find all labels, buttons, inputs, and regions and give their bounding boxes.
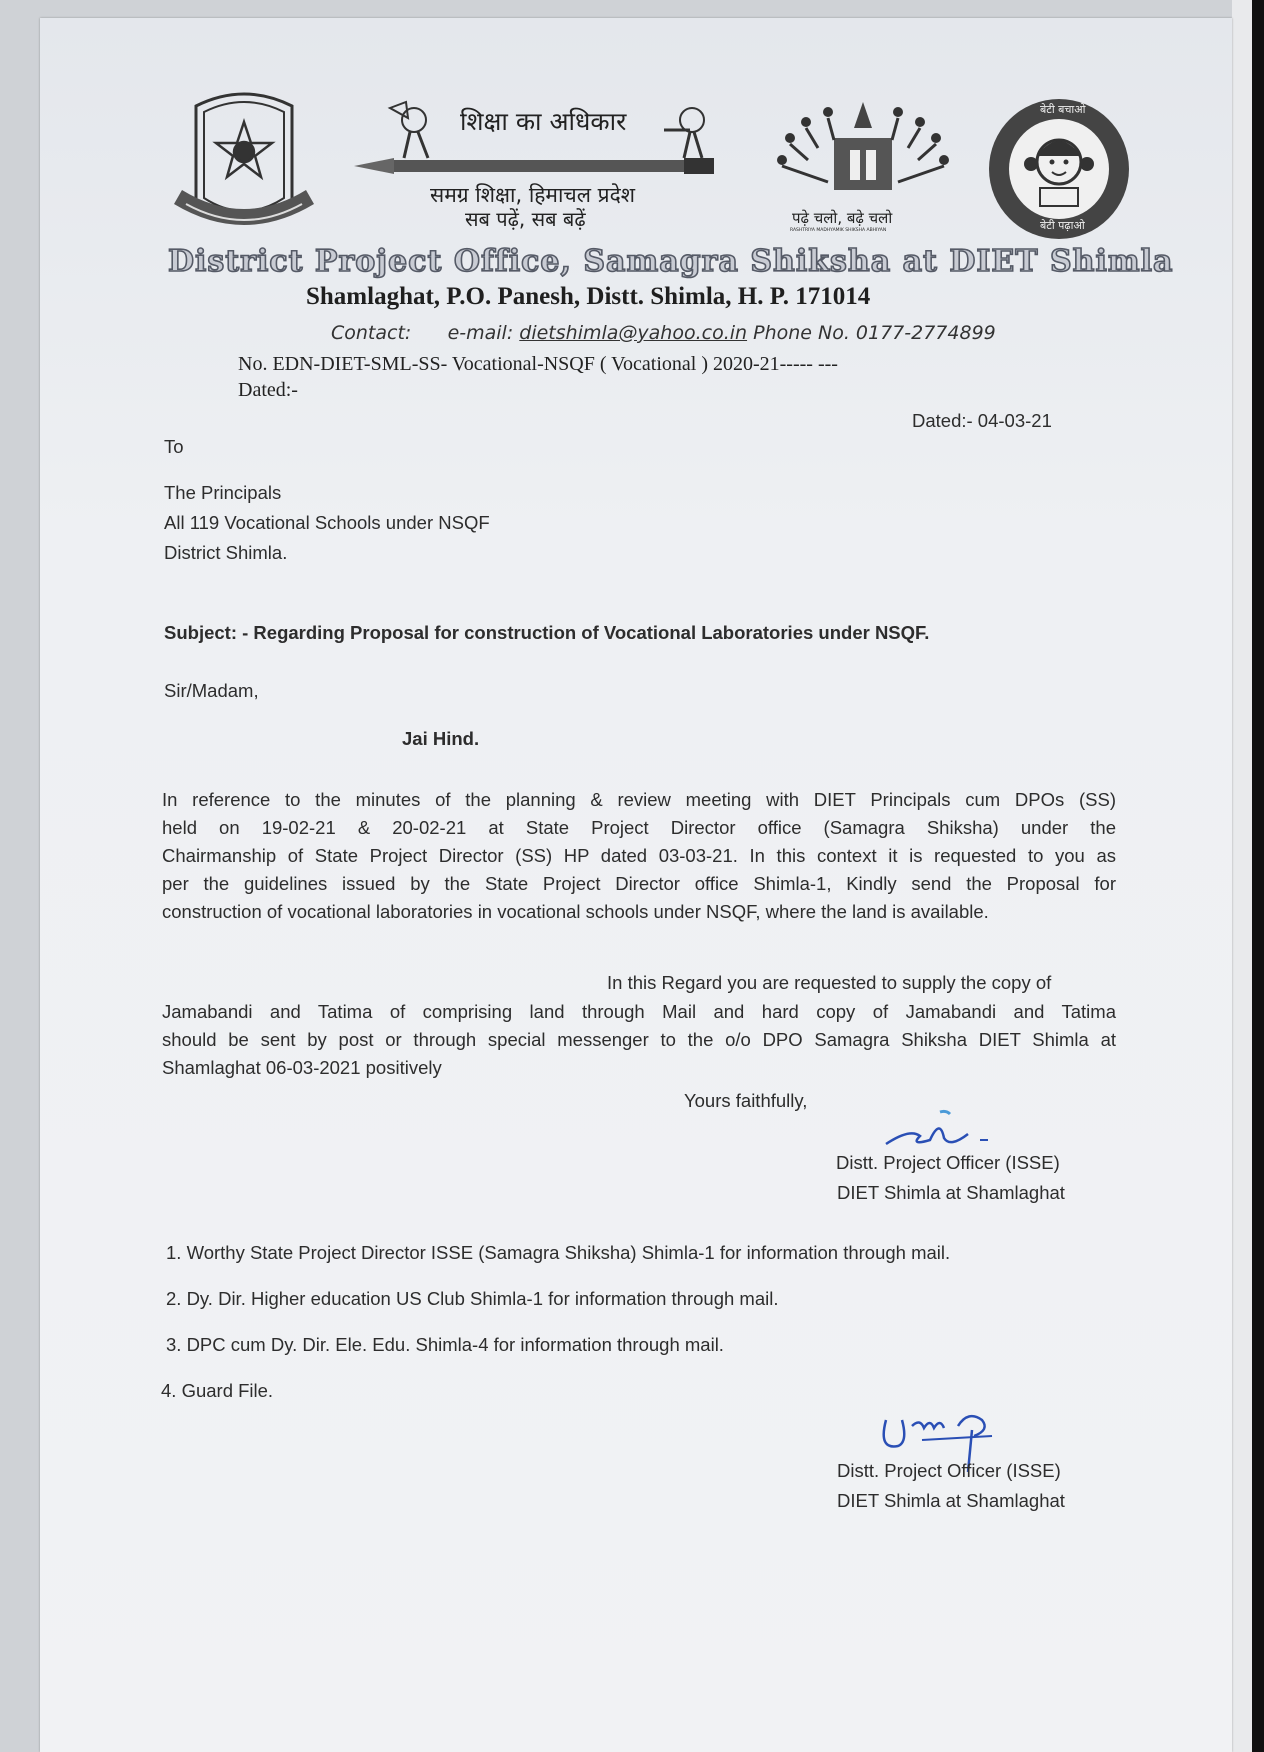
paragraph-1-line: per the guidelines issued by the State Project Director office Shimla-1, Kindly send the Proposal for [162, 873, 1116, 894]
paragraph-1-line: In reference to the minutes of the planning & review meeting with DIET Principals cum DPOs (SS) [162, 789, 1116, 810]
copy-item: 3. DPC cum Dy. Dir. Ele. Edu. Shimla-4 for information through mail. [166, 1334, 724, 1355]
signatory-title: Distt. Project Officer (ISSE) [836, 1152, 1060, 1173]
email-link[interactable]: dietshimla@yahoo.co.in [519, 322, 748, 344]
signatory-2-title: Distt. Project Officer (ISSE) [837, 1460, 1061, 1481]
paragraph-1-line: held on 19-02-21 & 20-02-21 at State Project Director office (Samagra Shiksha) under the [162, 817, 1116, 838]
signature-1 [880, 1108, 1020, 1158]
recipient-line-3: District Shimla. [164, 542, 288, 563]
signatory-place: DIET Shimla at Shamlaghat [837, 1182, 1065, 1203]
recipient-line-1: The Principals [164, 482, 282, 503]
paragraph-2-line: should be sent by post or through special messenger to the o/o DPO Samagra Shiksha DIET Shimla at [162, 1029, 1116, 1050]
contact-label: Contact: [331, 322, 412, 344]
subject-line: Subject: - Regarding Proposal for construction of Vocational Laboratories under NSQF. [164, 622, 930, 643]
closing: Yours faithfully, [684, 1090, 808, 1111]
banner-title: शिक्षा का अधिकार [460, 107, 627, 136]
dated-blank: Dated:- [238, 379, 298, 401]
copy-item: 4. Guard File. [161, 1380, 274, 1401]
scan-right-edge [1252, 0, 1264, 1752]
to-label: To [164, 436, 184, 457]
contact-line [331, 322, 996, 344]
signatory-2-place: DIET Shimla at Shamlaghat [837, 1490, 1065, 1511]
paragraph-1-line: construction of vocational laboratories in vocational schools under NSQF, where the land is available. [162, 901, 989, 922]
paragraph-2-line: Jamabandi and Tatima of comprising land through Mail and hard copy of Jamabandi and Tatima [162, 1001, 1116, 1022]
paragraph-1-line: Chairmanship of State Project Director (SS) HP dated 03-03-21. In this context it is requested to you as [162, 845, 1116, 866]
salutation: Sir/Madam, [164, 680, 259, 701]
banner-line-2: सब पढ़ें, सब बढ़ें [465, 207, 586, 231]
email-label: e-mail: [447, 322, 514, 344]
beti-bachao-top-text: बेटी बचाओ [1040, 103, 1086, 116]
paragraph-2-line: Shamlaghat 06-03-2021 positively [162, 1057, 442, 1078]
copy-item: 1. Worthy State Project Director ISSE (Samagra Shiksha) Shimla-1 for information through mail. [166, 1242, 951, 1263]
paragraph-1 [162, 786, 1116, 926]
copy-item: 2. Dy. Dir. Higher education US Club Shimla-1 for information through mail. [166, 1288, 779, 1309]
banner-line-1: समग्र शिक्षा, हिमाचल प्रदेश [430, 183, 636, 207]
recipient-line-2: All 119 Vocational Schools under NSQF [164, 512, 490, 533]
beti-bachao-bottom-text: बेटी पढ़ाओ [1040, 219, 1085, 232]
reference-number: No. EDN-DIET-SML-SS- Vocational-NSQF ( Vocational ) 2020-21----- --- [238, 353, 838, 375]
office-address: Shamlaghat, P.O. Panesh, Distt. Shimla, H. P. 171014 [306, 283, 871, 310]
greeting: Jai Hind. [402, 728, 480, 749]
rmsa-caption: RASHTRIYA MADHYAMIK SHIKSHA ABHIYAN [790, 228, 887, 233]
scert-emblem-logo [166, 86, 322, 236]
letter-date: Dated:- 04-03-21 [912, 410, 1052, 431]
phone-number: Phone No. 0177-2774899 [753, 322, 996, 344]
paragraph-2 [162, 998, 1116, 1082]
office-title: District Project Office, Samagra Shiksha at DIET Shimla [168, 244, 1174, 279]
rmsa-logo [768, 98, 958, 202]
rmsa-slogan: पढ़े चलो, बढ़े चलो [792, 209, 893, 227]
paragraph-2-first-line: In this Regard you are requested to supply the copy of [607, 972, 1052, 993]
